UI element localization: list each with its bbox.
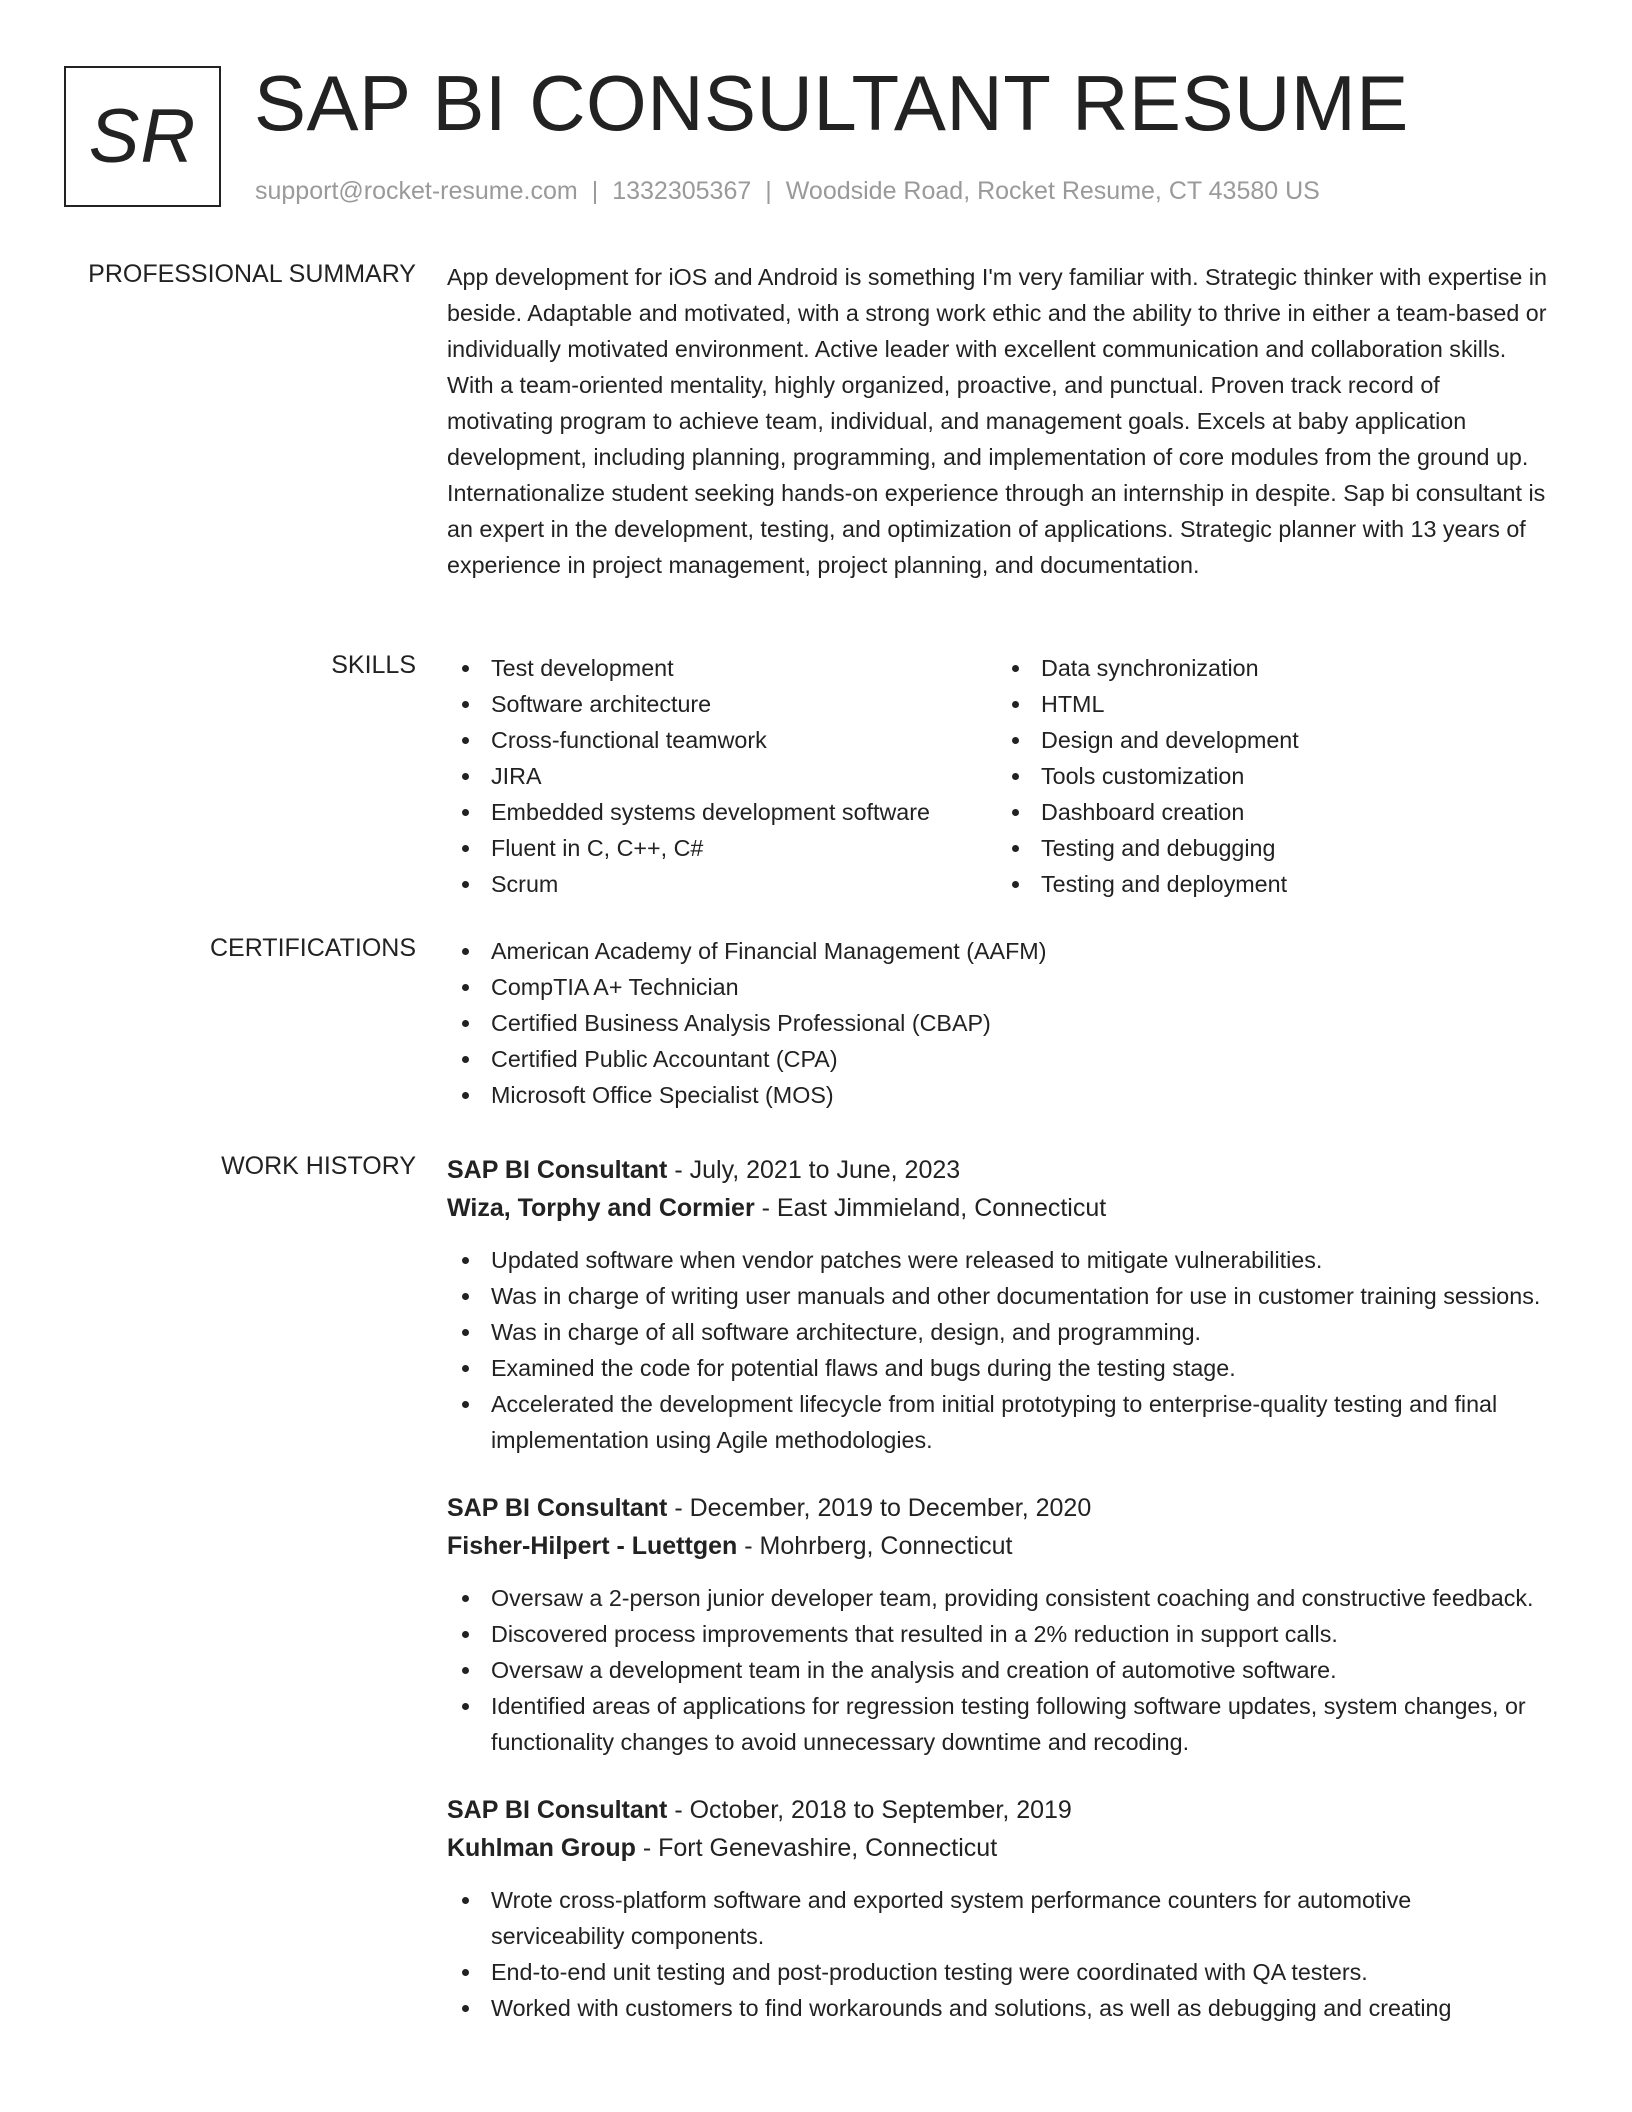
contact-email[interactable]: support@rocket-resume.com [255, 177, 578, 205]
job-bullet: Updated software when vendor patches were released to mitigate vulnerabilities. [447, 1242, 1547, 1278]
job-company-line [447, 1527, 1547, 1565]
skills-column-1 [447, 650, 997, 902]
certification-item: Microsoft Office Specialist (MOS) [447, 1077, 1547, 1113]
job-dates: - December, 2019 to December, 2020 [667, 1494, 1092, 1522]
summary-text: App development for iOS and Android is something I'm very familiar with. Strategic thinker with expertise in beside. Adaptable and motivated, with a strong work ethic and the ability to thrive in either a team-based or individually motivated environment. Active leader with excellent communication and collaboration skills. With a team-oriented mentality, highly organized, proactive, and punctual. Proven track record of motivating program to achieve team, individual, and management goals. Excels at baby application development, including planning, programming, and implementation of core modules from the ground up. Internationalize student seeking hands-on experience through an internship in despite. Sap bi consultant is an expert in the development, testing, and optimization of applications. Strategic planner with 13 years of experience in project management, project planning, and documentation. [447, 264, 1547, 578]
skill-item: Tools customization [997, 758, 1497, 794]
work-history-body [447, 1151, 1547, 2026]
job-bullet: Worked with customers to find workarounds and solutions, as well as debugging and creating [447, 1990, 1547, 2026]
certification-item: American Academy of Financial Management (AAFM) [447, 933, 1547, 969]
skill-item: Scrum [447, 866, 997, 902]
skills-body [447, 650, 1547, 902]
skill-item: HTML [997, 686, 1497, 722]
skill-item: Testing and debugging [997, 830, 1497, 866]
certification-item: Certified Public Accountant (CPA) [447, 1041, 1547, 1077]
job-location: - Fort Genevashire, Connecticut [635, 1834, 998, 1862]
contact-separator: | [765, 177, 772, 205]
job-location: - East Jimmieland, Connecticut [754, 1194, 1107, 1222]
job-company-line [447, 1829, 1547, 1867]
skill-item: Design and development [997, 722, 1497, 758]
section-label-summary: PROFESSIONAL SUMMARY [88, 260, 416, 288]
job-bullet: Wrote cross-platform software and exported system performance counters for automotive serviceability components. [447, 1882, 1547, 1954]
certifications-list [447, 933, 1547, 1113]
skill-item: Fluent in C, C++, C# [447, 830, 997, 866]
job-location: - Mohrberg, Connecticut [737, 1532, 1013, 1560]
skill-item: Data synchronization [997, 650, 1497, 686]
skill-item: Cross-functional teamwork [447, 722, 997, 758]
page-title: SAP BI CONSULTANT RESUME [254, 59, 1409, 147]
certifications-body [447, 933, 1547, 1113]
contact-line [255, 176, 1320, 206]
skill-item: Testing and deployment [997, 866, 1497, 902]
job-bullets [447, 1580, 1547, 1760]
certification-item: Certified Business Analysis Professional (CBAP) [447, 1005, 1547, 1041]
job-dates: - July, 2021 to June, 2023 [667, 1156, 961, 1184]
job-bullet: Examined the code for potential flaws and bugs during the testing stage. [447, 1350, 1547, 1386]
job-company: Kuhlman Group [447, 1834, 636, 1862]
section-label-work-history: WORK HISTORY [221, 1152, 416, 1180]
job-bullet: Identified areas of applications for regression testing following software updates, system changes, or functionality changes to avoid unnecessary downtime and recoding. [447, 1688, 1547, 1760]
job-title: SAP BI Consultant [447, 1796, 668, 1824]
section-label-skills: SKILLS [331, 651, 416, 679]
job-bullet: End-to-end unit testing and post-production testing were coordinated with QA testers. [447, 1954, 1547, 1990]
section-label-certifications: CERTIFICATIONS [209, 934, 416, 962]
certification-item: CompTIA A+ Technician [447, 969, 1547, 1005]
job-bullet: Oversaw a 2-person junior developer team, providing consistent coaching and constructive feedback. [447, 1580, 1547, 1616]
skill-item: Dashboard creation [997, 794, 1497, 830]
job-company-line [447, 1189, 1547, 1227]
contact-address: Woodside Road, Rocket Resume, CT 43580 US [785, 177, 1320, 205]
job-entry [447, 1489, 1547, 1760]
summary-body [447, 259, 1547, 583]
job-bullet: Was in charge of writing user manuals and other documentation for use in customer training sessions. [447, 1278, 1547, 1314]
job-bullet: Discovered process improvements that resulted in a 2% reduction in support calls. [447, 1616, 1547, 1652]
job-company: Fisher-Hilpert - Luettgen [447, 1532, 738, 1560]
skills-column-2 [997, 650, 1497, 902]
job-bullets [447, 1882, 1547, 2026]
contact-phone[interactable]: 1332305367 [612, 177, 752, 205]
job-bullet: Oversaw a development team in the analysis and creation of automotive software. [447, 1652, 1547, 1688]
job-dates: - October, 2018 to September, 2019 [667, 1796, 1072, 1824]
job-entry [447, 1151, 1547, 1458]
job-company: Wiza, Torphy and Cormier [447, 1194, 755, 1222]
job-bullets [447, 1242, 1547, 1458]
job-title-line [447, 1489, 1547, 1527]
monogram-logo: SR [64, 66, 221, 207]
job-title-line [447, 1791, 1547, 1829]
contact-separator: | [591, 177, 599, 205]
job-bullet: Accelerated the development lifecycle from initial prototyping to enterprise-quality testing and final implementation using Agile methodologies. [447, 1386, 1547, 1458]
job-title: SAP BI Consultant [447, 1156, 668, 1184]
skill-item: Embedded systems development software [447, 794, 997, 830]
skill-item: Test development [447, 650, 997, 686]
job-title-line [447, 1151, 1547, 1189]
skill-item: Software architecture [447, 686, 997, 722]
skill-item: JIRA [447, 758, 997, 794]
job-bullet: Was in charge of all software architecture, design, and programming. [447, 1314, 1547, 1350]
job-title: SAP BI Consultant [447, 1494, 668, 1522]
job-entry [447, 1791, 1547, 2026]
